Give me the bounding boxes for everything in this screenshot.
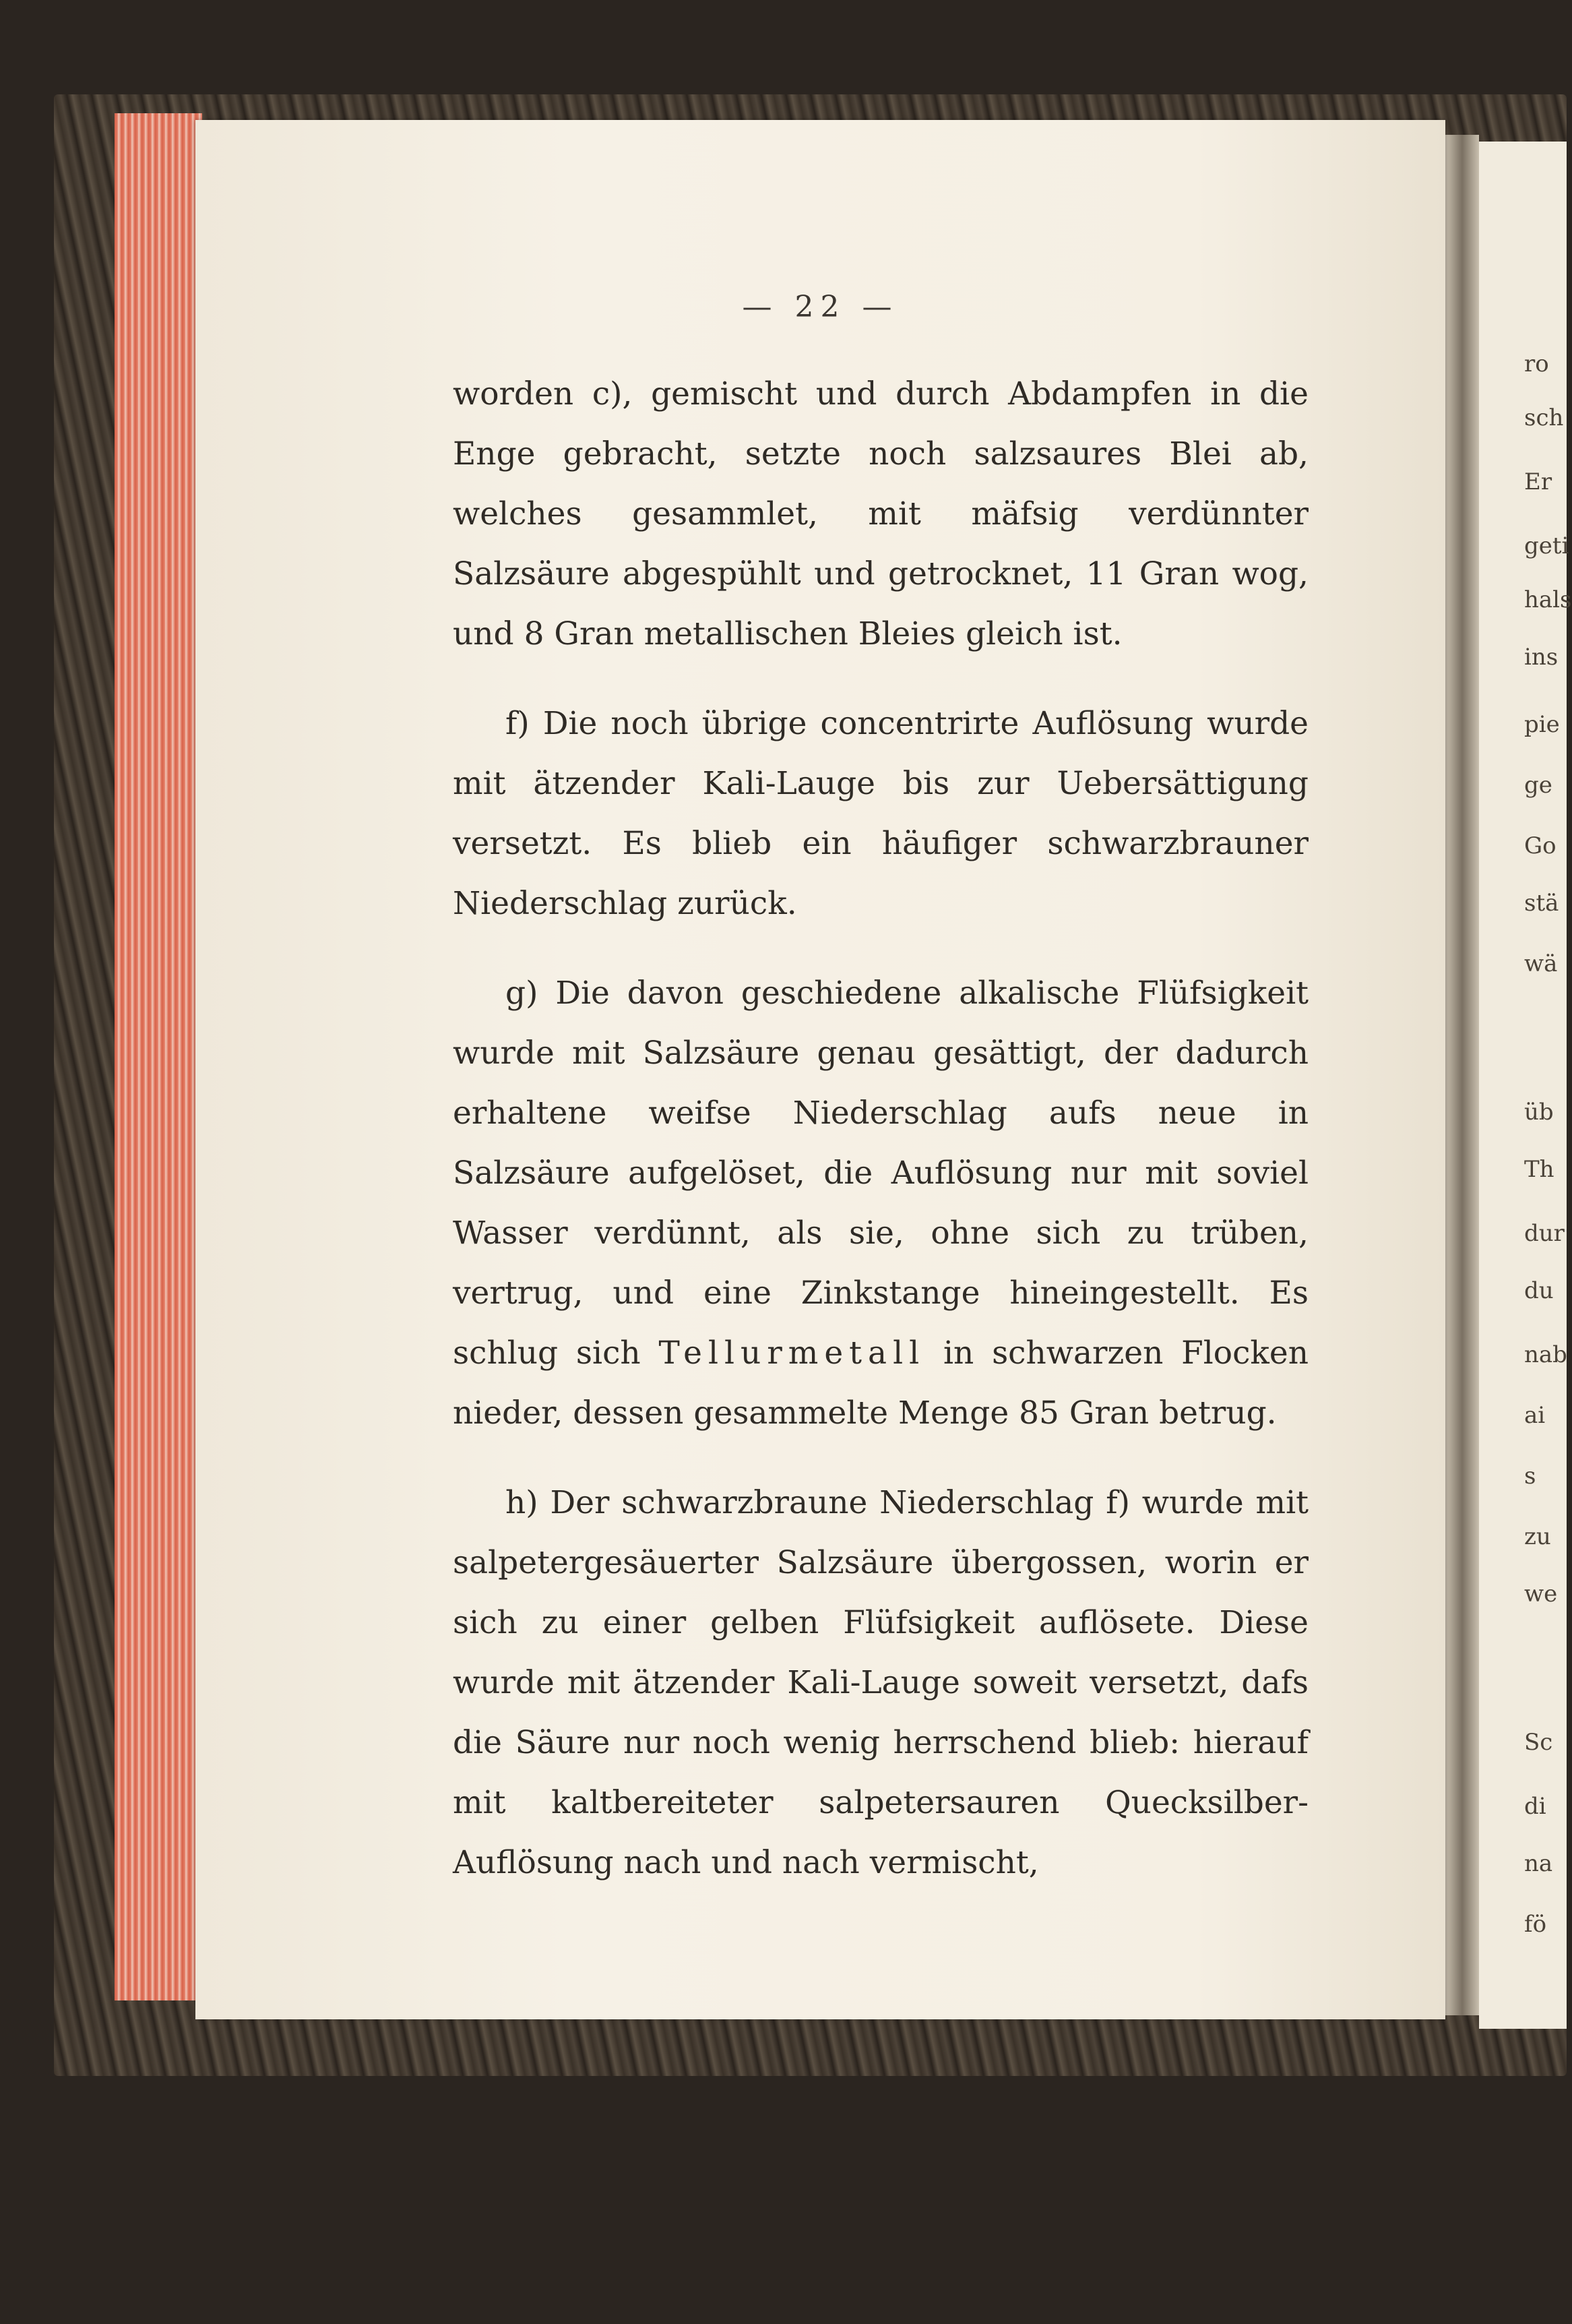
page-body [453,364,1309,1893]
paragraph-3-part-a: g) Die davon geschiedene alkalische Flüfsigkeit wurde mit Salzsäure genau gesättigt, der dadurch erhaltene weifse Niederschlag aufs neue in Salzsäure aufgelöset, die Auflösung nur mit soviel Wasser verdünnt, als sie, ohne sich zu trüben, vertrug, und eine Zinkstange hineingestellt. Es schlug sich [453,975,1309,1372]
page-number-header: — 22 — [742,290,899,324]
fragment: pie [1524,711,1560,738]
fragment: stä [1524,890,1559,917]
page-edges [115,113,202,2000]
fragment: nab [1524,1341,1567,1368]
fragment: Er [1524,468,1552,495]
fragment: wä [1524,950,1558,977]
fragment: du [1524,1277,1554,1304]
fragment: ai [1524,1402,1546,1429]
fragment: ins [1524,644,1559,671]
fragment: ro [1524,350,1549,377]
fragment: sch [1524,404,1564,431]
fragment: ge [1524,772,1552,799]
fragment: we [1524,1581,1558,1608]
book-gutter [1445,135,1479,2015]
paragraph-1: worden c), gemischt und durch Abdampfen in die Enge gebracht, setzte noch salzsaures Blei ab, welches gesammlet, mit mäfsig verdünnter Salzsäure abgespühlt und getrocknet, 11 Gran wog, und 8 Gran metallischen Bleies gleich ist. [453,375,1309,652]
spaced-term: Tellurmetall [658,1335,926,1372]
paragraph-4: h) Der schwarzbraune Niederschlag f) wurde mit salpetergesäuerter Salzsäure übergossen, worin er sich zu einer gelben Flüfsigkeit auflösete. Diese wurde mit ätzender Kali-Lauge soweit versetzt, dafs die Säure nur noch wenig herrschend blieb: hierauf mit kaltbereiteter salpetersauren Quecksilber-Auflösung nach und nach vermischt, [453,1484,1309,1881]
fragment: s [1524,1463,1536,1490]
paragraph-3 [453,963,1309,1443]
fragment: hals [1524,586,1572,613]
fragment: di [1524,1793,1546,1820]
fragment: na [1524,1850,1553,1877]
fragment: dur [1524,1220,1565,1247]
paragraph-2: f) Die noch übrige concentrirte Auflösung wurde mit ätzender Kali-Lauge bis zur Uebersättigung versetzt. Es blieb ein häufiger schwarzbrauner Niederschlag zurück. [453,705,1309,922]
fragment: zu [1524,1523,1551,1550]
fragment: Go [1524,832,1557,859]
fragment: fö [1524,1911,1547,1938]
fragment: geti [1524,532,1569,559]
paragraph-3-part-b: in schwarzen Flocken nieder, dessen gesammelte Menge 85 Gran betrug. [453,1335,1309,1432]
fragment: Th [1524,1156,1554,1183]
fragment: üb [1524,1099,1554,1126]
fragment: Sc [1524,1729,1553,1756]
